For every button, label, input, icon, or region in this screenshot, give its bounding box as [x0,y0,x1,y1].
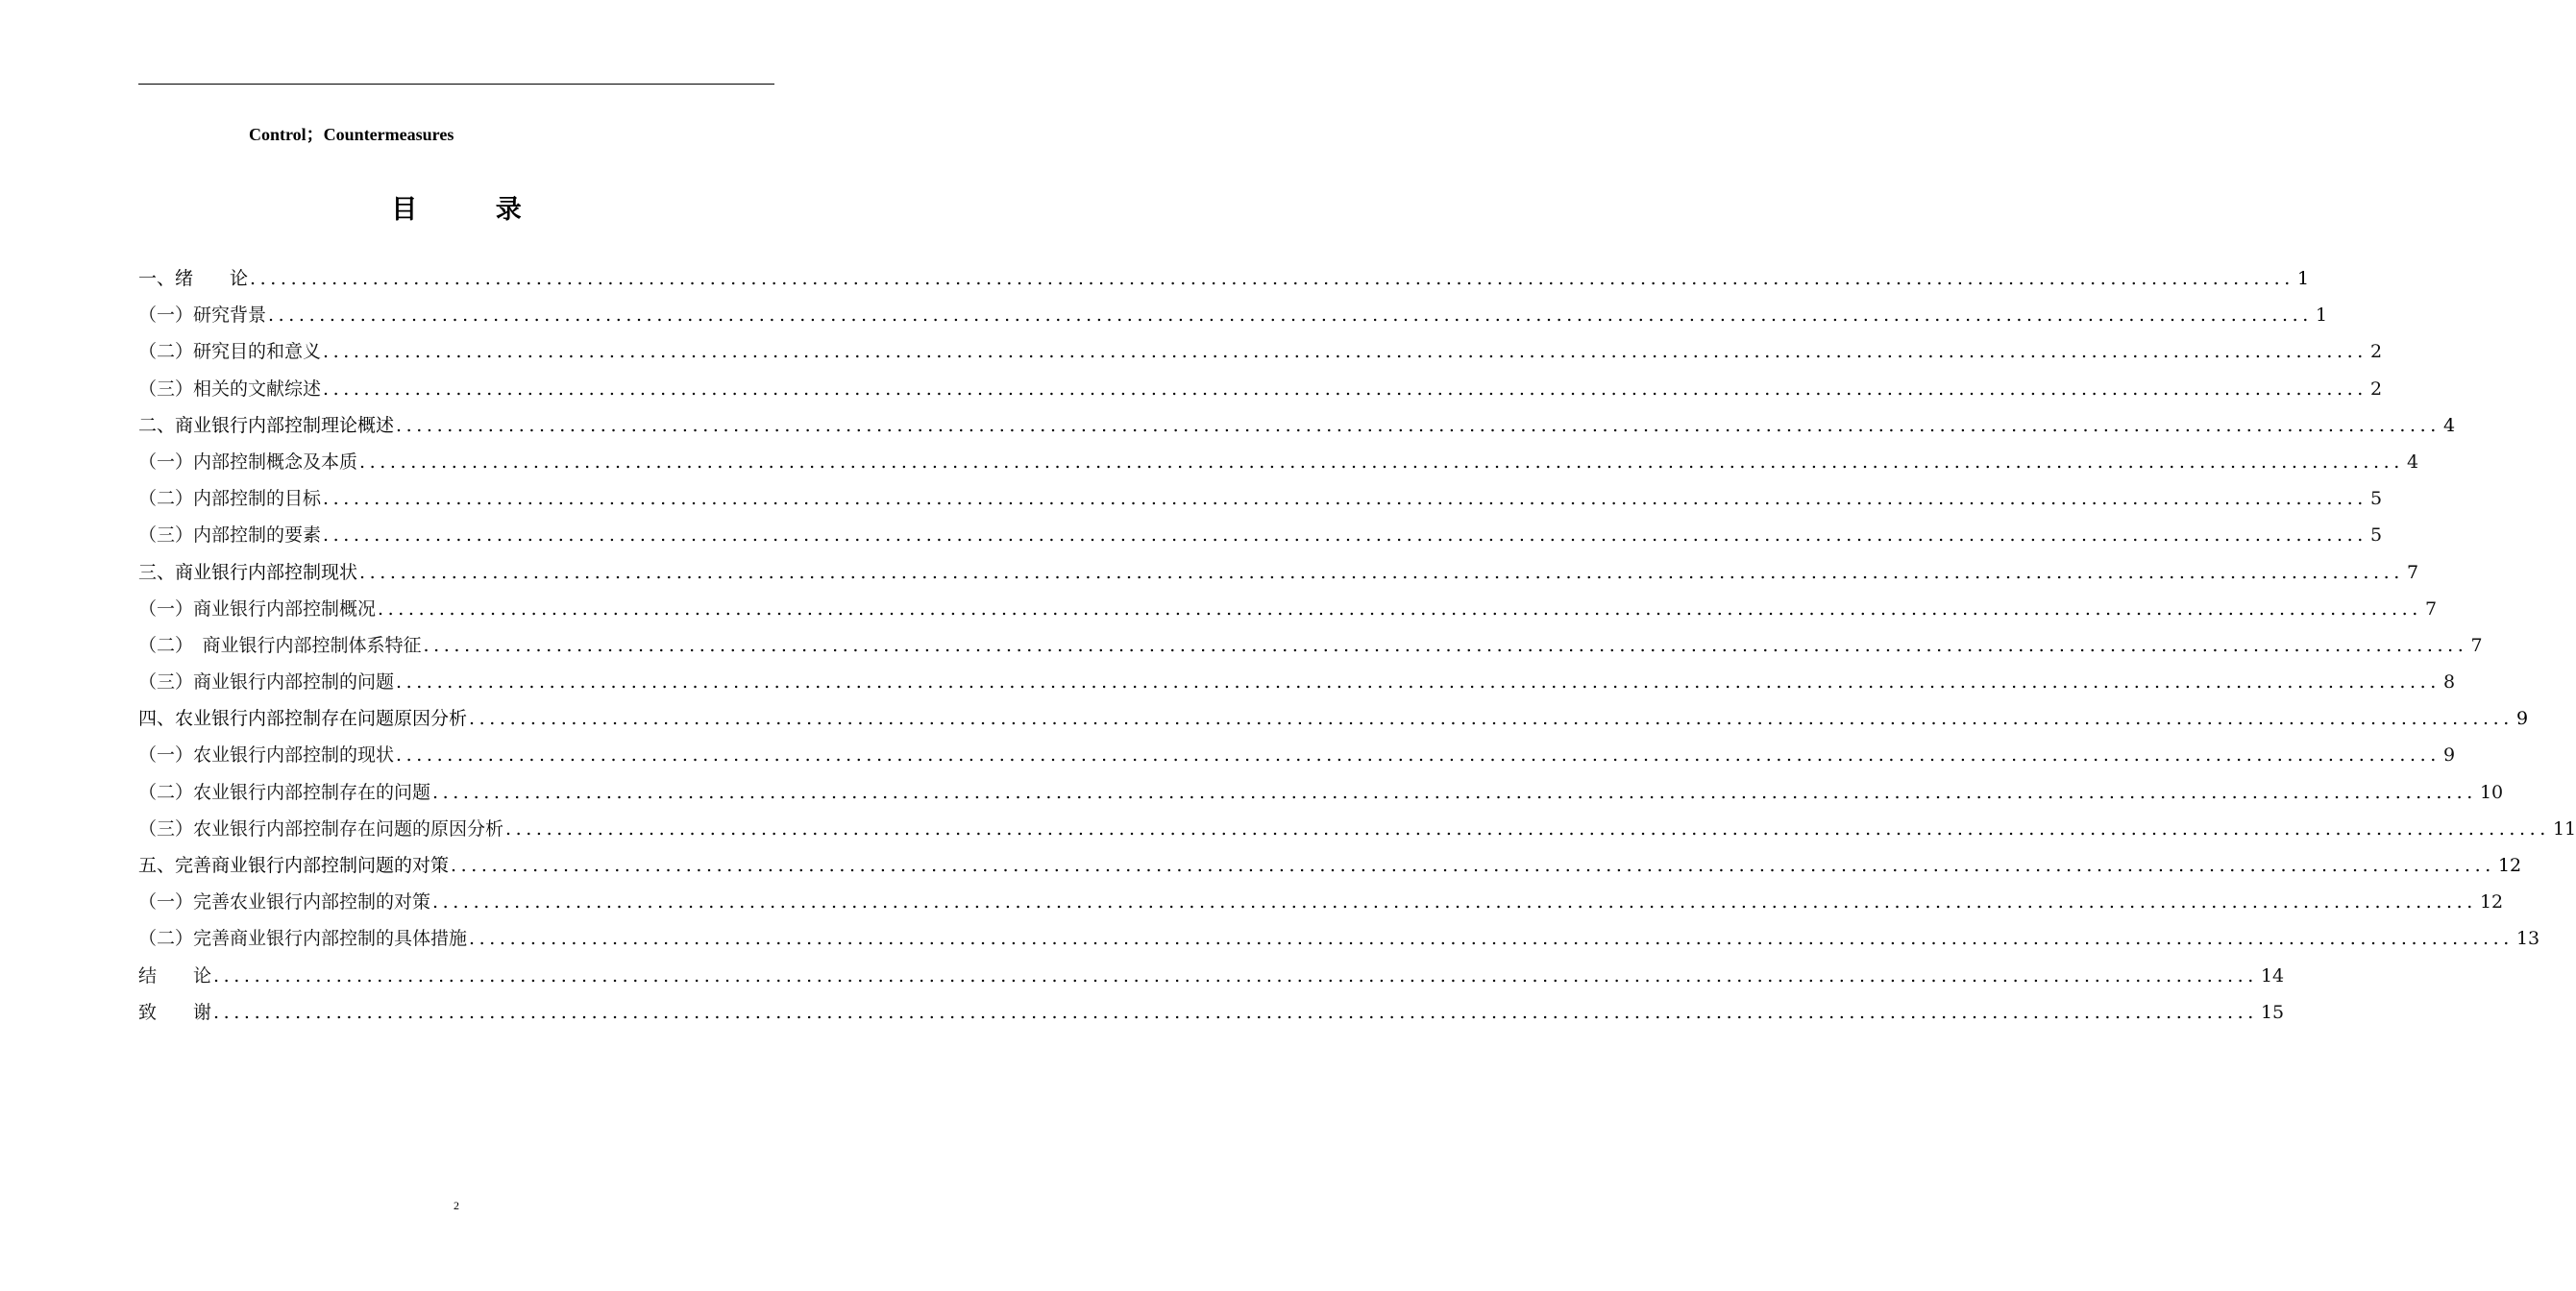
toc-leader-dots: ........................................................................................................................................................................................................ [469,928,2514,950]
toc-leader-dots: ........................................................................................................................................................................................................ [505,817,2550,840]
toc-entry-page: 1 [2315,304,2328,327]
toc-leader-dots: ........................................................................................................................................................................................................ [323,378,2367,400]
toc-entry[interactable] [138,774,2504,811]
toc-entry[interactable] [138,480,2383,517]
toc-entry-page: 7 [2470,634,2483,656]
toc-leader-dots: ........................................................................................................................................................................................................ [423,634,2468,656]
toc-entry-page: 10 [2479,781,2504,803]
toc-entry-page: 5 [2369,488,2383,510]
toc-entry[interactable] [138,920,2540,957]
toc-entry-label: （一）内部控制概念及本质 [138,451,358,473]
toc-leader-dots: ........................................................................................................................................................................................................ [432,891,2477,913]
toc-entry-label: （三）农业银行内部控制存在问题的原因分析 [138,817,504,840]
toc-entry[interactable] [138,260,2310,297]
toc-leader-dots: ........................................................................................................................................................................................................ [378,597,2422,620]
toc-entry-label: （三）商业银行内部控制的问题 [138,671,395,694]
toc-leader-dots: ........................................................................................................................................................................................................ [250,268,2294,289]
toc-entry-label: 一、绪 论 [138,268,249,289]
toc-leader-dots: ........................................................................................................................................................................................................ [396,671,2441,694]
toc-entry[interactable] [138,737,2456,773]
toc-entry[interactable] [138,627,2483,664]
toc-entry-page: 9 [2515,708,2529,730]
header-rule [138,84,774,85]
toc-leader-dots: ........................................................................................................................................................................................................ [469,708,2514,730]
toc-entry-page: 12 [2479,891,2504,913]
toc-entry[interactable] [138,847,2522,884]
toc-entry-label: （二）研究目的和意义 [138,341,322,363]
toc-entry-page: 7 [2424,597,2438,620]
toc-leader-dots: ........................................................................................................................................................................................................ [213,964,2258,987]
page-number: 2 [454,1199,459,1212]
toc-entry-label: 二、商业银行内部控制理论概述 [138,414,395,436]
toc-entry[interactable] [138,884,2504,920]
toc-entry-label: 结 论 [138,964,212,987]
toc-entry-label: 四、农业银行内部控制存在问题原因分析 [138,708,468,730]
toc-entry-page: 4 [2442,414,2456,436]
toc-leader-dots: ........................................................................................................................................................................................................ [432,781,2477,803]
toc-entry[interactable] [138,958,2285,994]
toc-entry-label: （一）农业银行内部控制的现状 [138,744,395,767]
toc-leader-dots: ........................................................................................................................................................................................................ [323,524,2367,547]
toc-entry-label: （二）内部控制的目标 [138,488,322,510]
toc-leader-dots: ........................................................................................................................................................................................................ [359,561,2404,583]
toc-entry-label: （三）内部控制的要素 [138,524,322,547]
toc-entry[interactable] [138,371,2383,407]
toc-entry-page: 14 [2260,964,2285,987]
toc-leader-dots: ........................................................................................................................................................................................................ [213,1001,2258,1023]
toc-entry-page: 7 [2406,561,2419,583]
toc-entry-page: 5 [2369,524,2383,547]
table-of-contents [138,260,2576,1031]
toc-entry-page: 8 [2442,671,2456,694]
toc-entry-label: （三）相关的文献综述 [138,378,322,400]
toc-entry[interactable] [138,554,2419,591]
toc-entry[interactable] [138,297,2328,333]
toc-entry[interactable] [138,700,2529,737]
toc-entry-page: 13 [2515,928,2540,950]
toc-entry-page: 1 [2296,268,2310,289]
toc-leader-dots: ........................................................................................................................................................................................................ [323,488,2367,510]
keywords-line: Control；Countermeasures [249,125,454,144]
toc-entry-label: （二）完善商业银行内部控制的具体措施 [138,928,468,950]
toc-entry-page: 2 [2369,341,2383,363]
toc-entry-label: 致 谢 [138,1001,212,1023]
toc-leader-dots: ........................................................................................................................................................................................................ [323,341,2367,363]
toc-entry[interactable] [138,517,2383,553]
toc-entry[interactable] [138,407,2456,444]
toc-leader-dots: ........................................................................................................................................................................................................ [396,414,2441,436]
toc-entry-page: 15 [2260,1001,2285,1023]
toc-entry[interactable] [138,444,2419,480]
toc-entry[interactable] [138,811,2576,847]
toc-entry-label: 五、完善商业银行内部控制问题的对策 [138,855,450,876]
toc-leader-dots: ........................................................................................................................................................................................................ [359,451,2404,473]
toc-entry-label: （一）完善农业银行内部控制的对策 [138,891,431,913]
toc-entry-label: （二）农业银行内部控制存在的问题 [138,781,431,803]
toc-entry-page: 2 [2369,378,2383,400]
toc-entry-label: （一）研究背景 [138,304,267,327]
toc-entry-page: 12 [2497,855,2522,876]
toc-entry-label: （一）商业银行内部控制概况 [138,597,377,620]
toc-entry-label: 三、商业银行内部控制现状 [138,561,358,583]
toc-entry[interactable] [138,591,2438,627]
toc-entry-label: （二） 商业银行内部控制体系特征 [138,634,422,656]
toc-entry-page: 11 [2552,817,2576,840]
toc-leader-dots: ........................................................................................................................................................................................................ [396,744,2441,767]
toc-entry[interactable] [138,994,2285,1031]
toc-title: 目 录 [391,195,556,225]
toc-entry[interactable] [138,664,2456,700]
toc-entry-page: 4 [2406,451,2419,473]
toc-entry-page: 9 [2442,744,2456,767]
toc-leader-dots: ........................................................................................................................................................................................................ [451,855,2495,876]
toc-entry[interactable] [138,333,2383,370]
toc-leader-dots: ........................................................................................................................................................................................................ [268,304,2313,327]
